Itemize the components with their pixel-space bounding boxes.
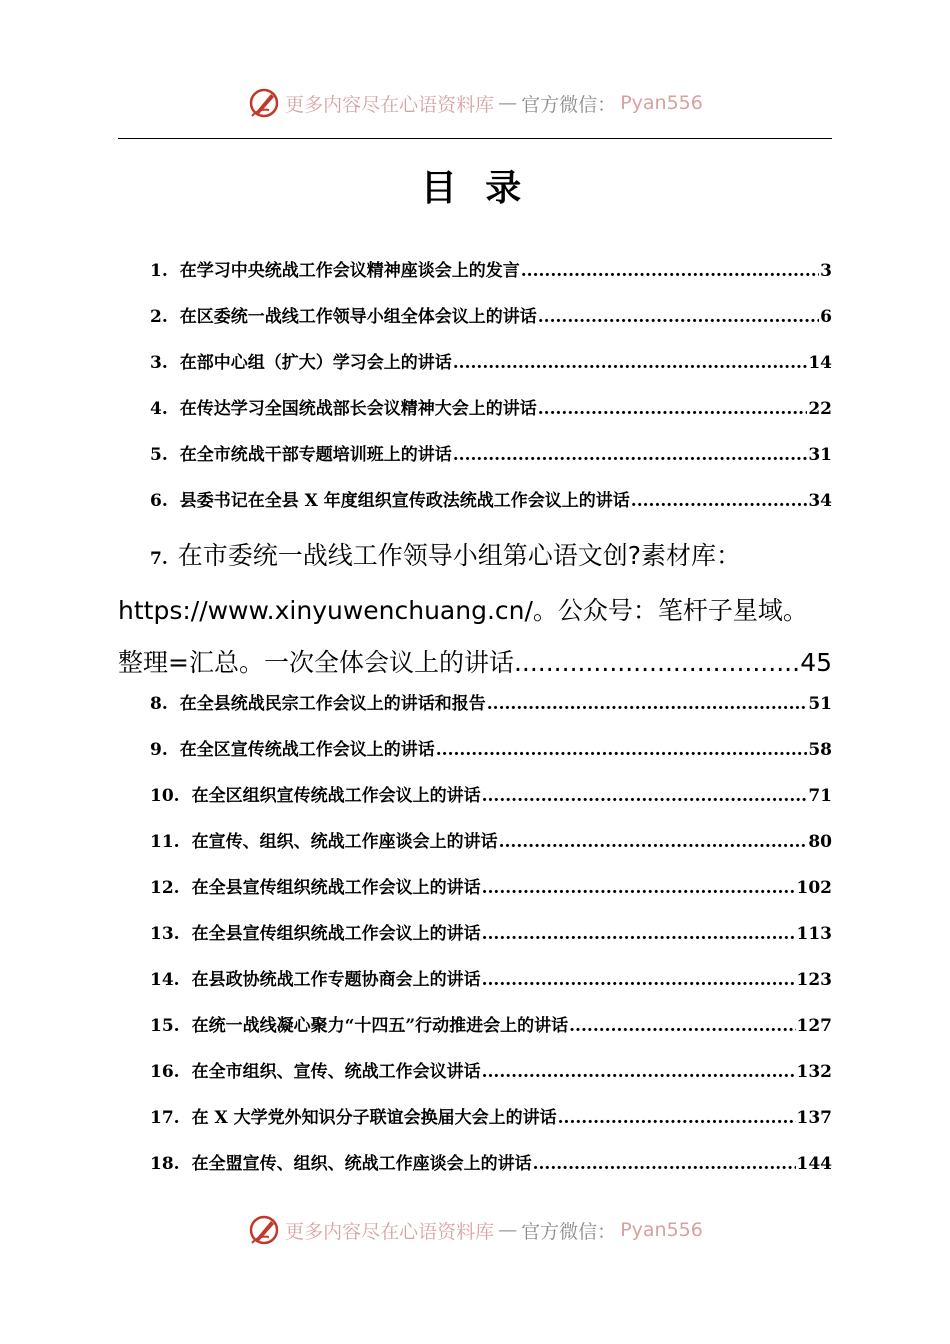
toc-text-line2: https://www.xinyuwenchuang.cn/。公众号：笔杆子星域。 (118, 596, 808, 625)
toc-item[interactable] (150, 394, 832, 424)
toc-page: 102 (796, 878, 832, 898)
toc-number: 9. (150, 740, 168, 760)
toc-page: 22 (808, 399, 832, 419)
toc-leader (569, 1011, 795, 1041)
toc-page: 45 (800, 648, 832, 677)
toc-text: 在区委统一战线工作领导小组全体会议上的讲话 (179, 307, 537, 327)
toc-number: 5. (150, 445, 168, 465)
watermark-banner-bottom (0, 1210, 950, 1250)
toc-number: 16. (150, 1062, 180, 1082)
banner-separator: — (498, 1219, 518, 1241)
toc-leader (487, 689, 808, 719)
toc-item[interactable] (150, 689, 832, 719)
toc-text: 在统一战线凝心聚力“十四五”行动推进会上的讲话 (191, 1016, 569, 1036)
toc-item[interactable] (150, 302, 832, 332)
toc-leader (482, 965, 796, 995)
toc-item[interactable] (150, 919, 832, 949)
toc-text-line1: 在市委统一战线工作领导小组第心语文创?素材库： (177, 541, 742, 570)
toc-text: 在学习中央统战工作会议精神座谈会上的发言 (179, 261, 520, 281)
toc-number: 12. (150, 878, 180, 898)
toc-leader (453, 440, 808, 470)
toc-leader (514, 637, 800, 689)
quill-logo-icon (247, 86, 281, 120)
toc-number: 11. (150, 832, 180, 852)
banner-wechat-id: Pyan556 (620, 92, 703, 114)
toc-text: 在全市统战干部专题培训班上的讲话 (179, 445, 452, 465)
page-title: 目 录 (420, 167, 530, 209)
toc-number: 4. (150, 399, 168, 419)
toc-number: 3. (150, 353, 168, 373)
toc-page: 34 (808, 491, 832, 511)
toc-leader (482, 873, 796, 903)
quill-logo-icon (247, 1213, 281, 1247)
toc-item[interactable] (150, 256, 832, 286)
toc-text: 在部中心组（扩大）学习会上的讲话 (179, 353, 452, 373)
toc-text: 在全县宣传组织统战工作会议上的讲话 (191, 878, 481, 898)
toc-text: 在全县宣传组织统战工作会议上的讲话 (191, 924, 481, 944)
toc-leader (482, 919, 796, 949)
toc-number: 14. (150, 970, 180, 990)
toc-leader (482, 1057, 796, 1087)
toc-number: 15. (150, 1016, 180, 1036)
toc-text: 县委书记在全县 X 年度组织宣传政法统战工作会议上的讲话 (179, 491, 630, 511)
toc-page: 3 (820, 261, 832, 281)
toc-number: 13. (150, 924, 180, 944)
toc-item[interactable] (150, 1149, 832, 1179)
header-divider (118, 138, 832, 139)
toc-text: 在 X 大学党外知识分子联谊会换届大会上的讲话 (191, 1108, 557, 1128)
toc-page: 113 (796, 924, 832, 944)
toc-text: 在全市组织、宣传、统战工作会议讲话 (191, 1062, 481, 1082)
watermark-banner-top (0, 83, 950, 123)
toc-text: 在全区宣传统战工作会议上的讲话 (179, 740, 435, 760)
toc-page: 123 (796, 970, 832, 990)
toc-item[interactable] (150, 965, 832, 995)
toc-text: 在全县统战民宗工作会议上的讲话和报告 (179, 694, 486, 714)
toc-item[interactable] (150, 440, 832, 470)
toc-page: 14 (808, 353, 832, 373)
toc-text: 在全盟宣传、组织、统战工作座谈会上的讲话 (191, 1154, 532, 1174)
toc-number: 1. (150, 261, 168, 281)
toc-number: 6. (150, 491, 168, 511)
toc-item[interactable] (150, 781, 832, 811)
toc-number: 7. (150, 549, 168, 569)
toc-item[interactable] (150, 1057, 832, 1087)
toc-item[interactable] (150, 873, 832, 903)
toc-leader (521, 256, 819, 286)
banner-text: 更多内容尽在心语资料库 (285, 93, 495, 116)
banner-separator: — (498, 92, 518, 114)
banner-wechat-label: 官方微信： (521, 93, 617, 116)
toc-leader (436, 735, 808, 765)
toc-leader (482, 781, 808, 811)
toc-text: 在全区组织宣传统战工作会议上的讲话 (191, 786, 481, 806)
toc-leader (538, 302, 819, 332)
toc-text-line3: 整理=汇总。一次全体会议上的讲话 (118, 648, 514, 677)
toc-number: 2. (150, 307, 168, 327)
banner-text: 更多内容尽在心语资料库 (285, 1220, 495, 1243)
banner-wechat-label: 官方微信： (521, 1220, 617, 1243)
toc-leader (499, 827, 808, 857)
toc-page: 80 (808, 832, 832, 852)
toc-item[interactable] (150, 735, 832, 765)
toc-item[interactable] (150, 1103, 832, 1133)
toc-number: 18. (150, 1154, 180, 1174)
toc-number: 17. (150, 1108, 180, 1128)
toc-number: 10. (150, 786, 180, 806)
toc-item[interactable] (150, 486, 832, 516)
toc-leader (453, 348, 808, 378)
banner-wechat-id: Pyan556 (620, 1219, 703, 1241)
toc-leader (631, 486, 808, 516)
toc-leader (538, 394, 808, 424)
toc-page: 71 (808, 786, 832, 806)
toc-item-7[interactable] (118, 530, 832, 689)
toc-page: 127 (796, 1016, 832, 1036)
toc-page: 31 (808, 445, 832, 465)
toc-item[interactable] (150, 827, 832, 857)
toc-number: 8. (150, 694, 168, 714)
toc-page: 51 (808, 694, 832, 714)
toc-page: 58 (808, 740, 832, 760)
toc-page: 144 (796, 1154, 832, 1174)
toc-text: 在宣传、组织、统战工作座谈会上的讲话 (191, 832, 498, 852)
toc-item[interactable] (150, 348, 832, 378)
toc-page: 137 (796, 1108, 832, 1128)
toc-page: 6 (820, 307, 832, 327)
toc-page: 132 (796, 1062, 832, 1082)
toc-leader (533, 1149, 796, 1179)
toc-item[interactable] (150, 1011, 832, 1041)
toc-text: 在传达学习全国统战部长会议精神大会上的讲话 (179, 399, 537, 419)
toc-text: 在县政协统战工作专题协商会上的讲话 (191, 970, 481, 990)
toc-leader (558, 1103, 796, 1133)
